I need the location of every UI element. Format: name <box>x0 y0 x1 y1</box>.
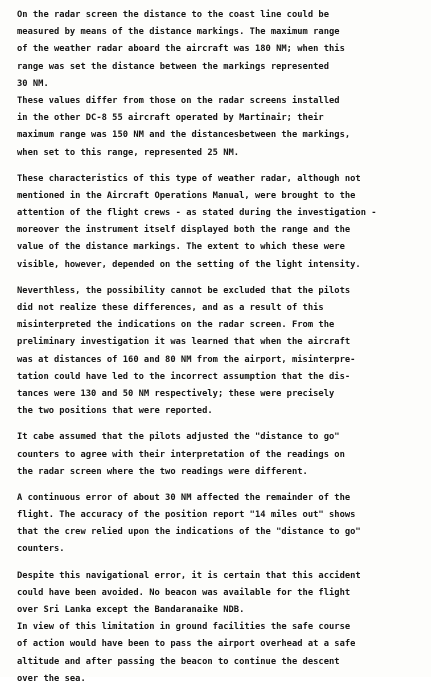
text-line: the two positions that were reported. <box>17 406 213 417</box>
text-line: tation could have led to the incorrect assumption that the dis- <box>17 371 351 382</box>
text-line: flight. The accuracy of the position report "14 miles out" shows <box>17 510 356 521</box>
text-line: range was set the distance between the markings represented <box>17 61 329 72</box>
text-line: maximum range was 150 NM and the distancesbetween the markings, <box>17 130 351 141</box>
text-line: tances were 130 and 50 NM respectively; these were precisely <box>17 388 335 399</box>
text-line: over the sea. <box>17 673 86 684</box>
text-line: measured by means of the distance markings. The maximum range <box>17 27 340 38</box>
text-line: of action would have been to pass the airport overhead at a safe <box>17 639 356 650</box>
text-line: In view of this limitation in ground facilities the safe course <box>17 622 351 633</box>
text-line: preliminary investigation it was learned that when the aircraft <box>17 337 351 348</box>
text-line: 30 NM. <box>17 78 49 89</box>
text-line: of the weather radar aboard the aircraft was 180 NM; when this <box>17 44 345 55</box>
text-line: counters. <box>17 544 65 555</box>
text-line: the radar screen where the two readings were different. <box>17 466 308 477</box>
text-line: counters to agree with their interpretation of the readings on <box>17 449 345 460</box>
text-line: visible, however, depended on the setting of the light intensity. <box>17 259 361 270</box>
text-line: over Sri Lanka except the Bandaranaike NDB. <box>17 605 245 615</box>
text-line: On the radar screen the distance to the coast line could be <box>17 10 329 20</box>
text-line: Despite this navigational error, it is certain that this accident <box>17 570 361 581</box>
text-line: was at distances of 160 and 80 NM from the airport, misinterpre- <box>17 354 356 365</box>
text-line: misinterpreted the indications on the radar screen. From the <box>17 320 335 331</box>
text-line: that the crew relied upon the indications of the "distance to go" <box>17 527 361 538</box>
paragraph-distance-counters <box>17 429 427 481</box>
text-line: mentioned in the Aircraft Operations Manual, were brought to the <box>17 190 356 201</box>
text-line: in the other DC-8 55 aircraft operated by Martinair; their <box>17 113 324 124</box>
text-line: attention of the flight crews - as stated during the investigation - <box>17 208 377 219</box>
text-line: These values differ from those on the radar screens installed <box>17 95 340 106</box>
paragraph-accident-avoidable <box>17 568 427 688</box>
text-line: These characteristics of this type of weather radar, although not <box>17 173 361 184</box>
text-line: could have been avoided. No beacon was available for the flight <box>17 587 351 598</box>
text-line: did not realize these differences, and as a result of this <box>17 303 324 313</box>
paragraph-continuous-error <box>17 490 427 559</box>
paragraph-radar-range <box>17 7 427 162</box>
text-line: altitude and after passing the beacon to continue the descent <box>17 656 340 667</box>
paragraph-radar-characteristics <box>17 171 427 274</box>
text-line: value of the distance markings. The extent to which these were <box>17 242 345 253</box>
text-line: moreover the instrument itself displayed both the range and the <box>17 225 351 236</box>
text-line: when set to this range, represented 25 NM. <box>17 147 240 158</box>
text-line: Neverthless, the possibility cannot be excluded that the pilots <box>17 285 351 296</box>
paragraph-misinterpretation <box>17 283 427 421</box>
text-line: A continuous error of about 30 NM affected the remainder of the <box>17 492 351 503</box>
text-line: It cabe assumed that the pilots adjusted the "distance to go" <box>17 432 340 443</box>
